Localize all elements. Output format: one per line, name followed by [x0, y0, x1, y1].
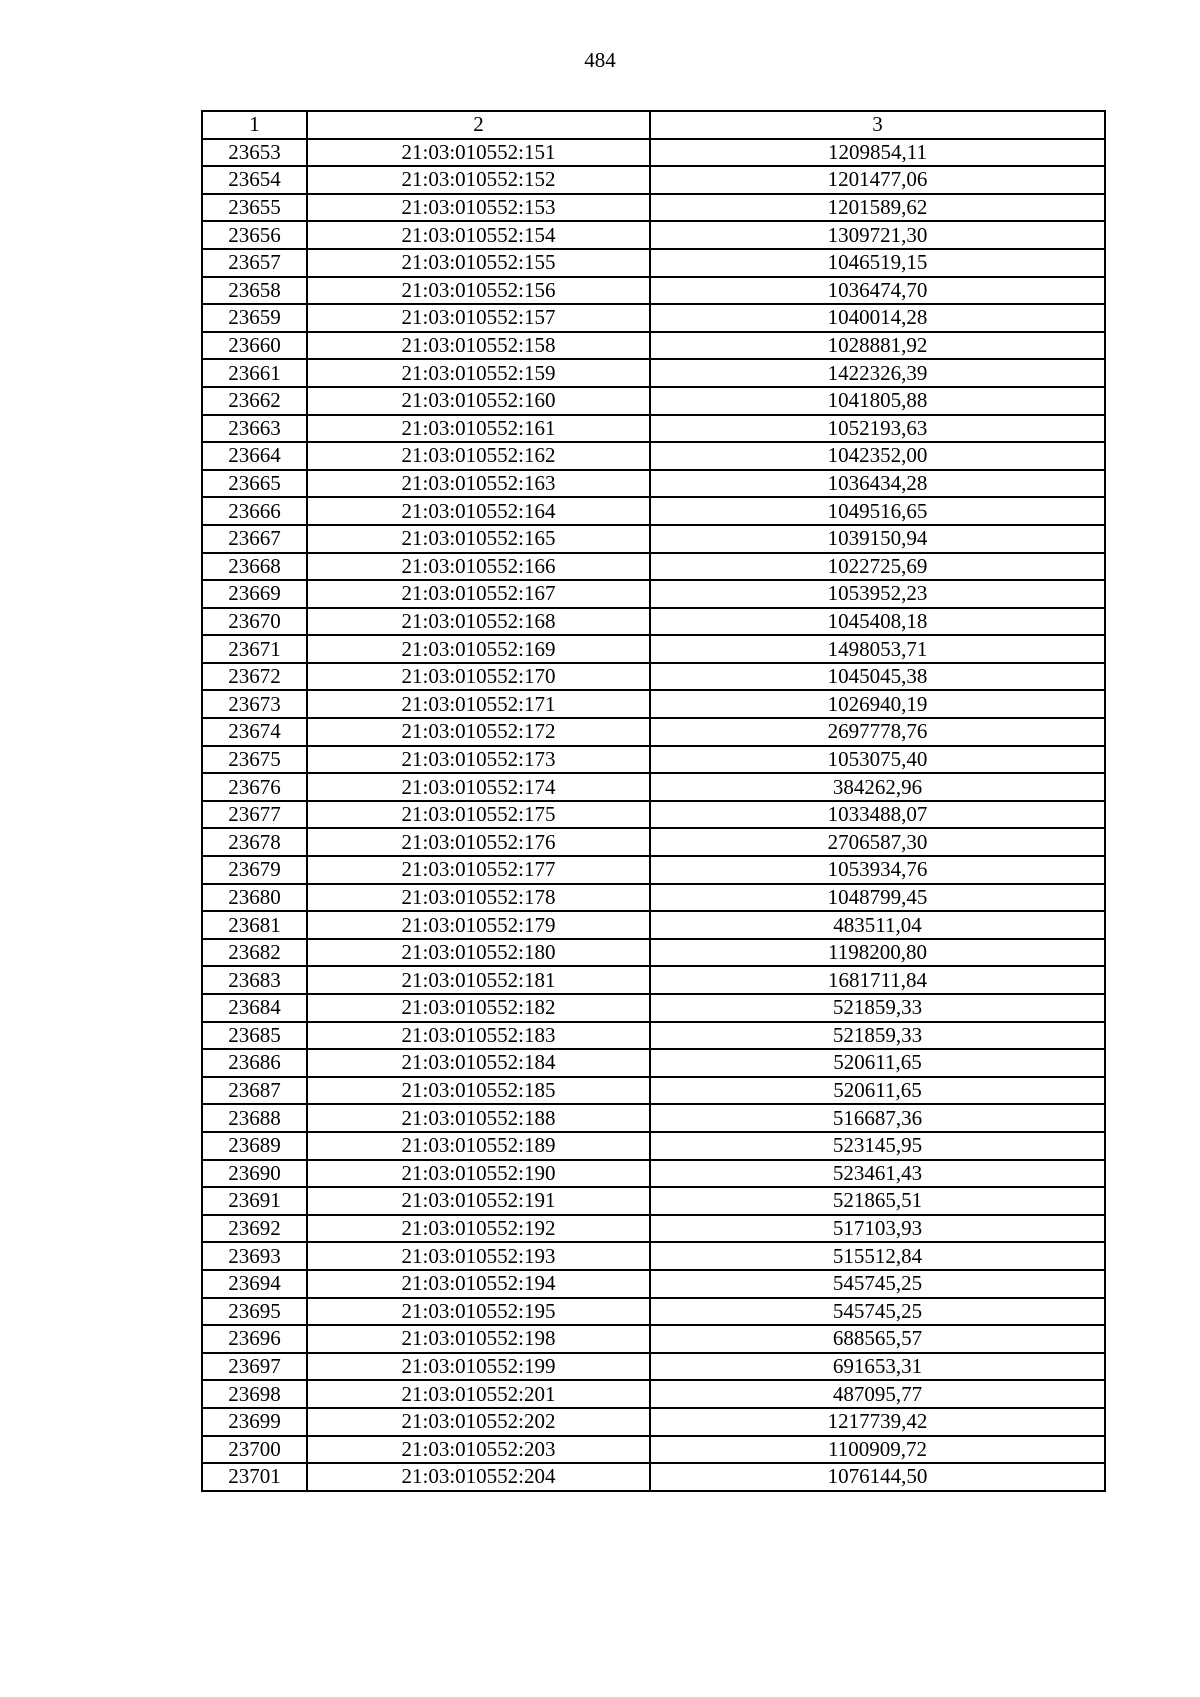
cadastral-number-cell: 21:03:010552:154	[307, 221, 650, 249]
cadastral-number-cell: 21:03:010552:191	[307, 1187, 650, 1215]
cadastral-number-cell: 21:03:010552:179	[307, 911, 650, 939]
table-row	[202, 773, 1105, 801]
value-cell: 1033488,07	[650, 801, 1105, 829]
cadastral-number-cell: 21:03:010552:168	[307, 608, 650, 636]
cadastral-number-cell: 21:03:010552:195	[307, 1298, 650, 1326]
cadastral-number-cell: 21:03:010552:172	[307, 718, 650, 746]
table-row	[202, 718, 1105, 746]
header-cell-3: 3	[650, 111, 1105, 139]
table-row	[202, 221, 1105, 249]
value-cell: 1049516,65	[650, 497, 1105, 525]
value-cell: 1076144,50	[650, 1463, 1105, 1491]
cadastral-number-cell: 21:03:010552:178	[307, 884, 650, 912]
row-number-cell: 23660	[202, 332, 307, 360]
row-number-cell: 23683	[202, 966, 307, 994]
table-row	[202, 1049, 1105, 1077]
value-cell: 515512,84	[650, 1242, 1105, 1270]
row-number-cell: 23670	[202, 608, 307, 636]
table-row	[202, 1160, 1105, 1188]
value-cell: 516687,36	[650, 1104, 1105, 1132]
value-cell: 1040014,28	[650, 304, 1105, 332]
cadastral-number-cell: 21:03:010552:189	[307, 1132, 650, 1160]
table-row	[202, 332, 1105, 360]
table-row	[202, 856, 1105, 884]
cadastral-number-cell: 21:03:010552:171	[307, 690, 650, 718]
row-number-cell: 23700	[202, 1436, 307, 1464]
row-number-cell: 23661	[202, 359, 307, 387]
row-number-cell: 23696	[202, 1325, 307, 1353]
value-cell: 1042352,00	[650, 442, 1105, 470]
row-number-cell: 23690	[202, 1160, 307, 1188]
cadastral-number-cell: 21:03:010552:198	[307, 1325, 650, 1353]
cadastral-number-cell: 21:03:010552:182	[307, 994, 650, 1022]
cadastral-number-cell: 21:03:010552:162	[307, 442, 650, 470]
table-row	[202, 1242, 1105, 1270]
value-cell: 1036434,28	[650, 470, 1105, 498]
cadastral-number-cell: 21:03:010552:167	[307, 580, 650, 608]
value-cell: 545745,25	[650, 1298, 1105, 1326]
cadastral-number-cell: 21:03:010552:199	[307, 1353, 650, 1381]
row-number-cell: 23687	[202, 1077, 307, 1105]
table-row	[202, 1022, 1105, 1050]
value-cell: 1198200,80	[650, 939, 1105, 967]
cadastral-number-cell: 21:03:010552:155	[307, 249, 650, 277]
table-row	[202, 277, 1105, 305]
row-number-cell: 23699	[202, 1408, 307, 1436]
row-number-cell: 23669	[202, 580, 307, 608]
table-row	[202, 249, 1105, 277]
value-cell: 1498053,71	[650, 635, 1105, 663]
header-cell-1: 1	[202, 111, 307, 139]
value-cell: 1022725,69	[650, 553, 1105, 581]
table-row	[202, 1298, 1105, 1326]
table-row	[202, 1132, 1105, 1160]
table-header	[202, 111, 1105, 139]
cadastral-number-cell: 21:03:010552:185	[307, 1077, 650, 1105]
row-number-cell: 23694	[202, 1270, 307, 1298]
cadastral-number-cell: 21:03:010552:202	[307, 1408, 650, 1436]
table-row	[202, 1077, 1105, 1105]
row-number-cell: 23689	[202, 1132, 307, 1160]
table-row	[202, 1187, 1105, 1215]
value-cell: 545745,25	[650, 1270, 1105, 1298]
table-row	[202, 1408, 1105, 1436]
table-row	[202, 884, 1105, 912]
row-number-cell: 23692	[202, 1215, 307, 1243]
row-number-cell: 23686	[202, 1049, 307, 1077]
row-number-cell: 23671	[202, 635, 307, 663]
row-number-cell: 23676	[202, 773, 307, 801]
cadastral-number-cell: 21:03:010552:188	[307, 1104, 650, 1132]
cadastral-number-cell: 21:03:010552:157	[307, 304, 650, 332]
table-row	[202, 1270, 1105, 1298]
value-cell: 520611,65	[650, 1049, 1105, 1077]
table-row	[202, 1325, 1105, 1353]
row-number-cell: 23693	[202, 1242, 307, 1270]
cadastral-number-cell: 21:03:010552:184	[307, 1049, 650, 1077]
cadastral-number-cell: 21:03:010552:170	[307, 663, 650, 691]
cadastral-number-cell: 21:03:010552:159	[307, 359, 650, 387]
cadastral-number-cell: 21:03:010552:177	[307, 856, 650, 884]
table-row	[202, 194, 1105, 222]
value-cell: 1052193,63	[650, 415, 1105, 443]
table-row	[202, 1353, 1105, 1381]
table-row	[202, 1380, 1105, 1408]
value-cell: 1309721,30	[650, 221, 1105, 249]
value-cell: 1217739,42	[650, 1408, 1105, 1436]
row-number-cell: 23685	[202, 1022, 307, 1050]
table-body	[202, 139, 1105, 1491]
value-cell: 521865,51	[650, 1187, 1105, 1215]
table-row	[202, 608, 1105, 636]
row-number-cell: 23663	[202, 415, 307, 443]
table-row	[202, 387, 1105, 415]
table-row	[202, 690, 1105, 718]
table-row	[202, 801, 1105, 829]
value-cell: 688565,57	[650, 1325, 1105, 1353]
value-cell: 1045408,18	[650, 608, 1105, 636]
row-number-cell: 23653	[202, 139, 307, 167]
cadastral-number-cell: 21:03:010552:161	[307, 415, 650, 443]
value-cell: 523461,43	[650, 1160, 1105, 1188]
cadastral-number-cell: 21:03:010552:193	[307, 1242, 650, 1270]
cadastral-number-cell: 21:03:010552:165	[307, 525, 650, 553]
value-cell: 1041805,88	[650, 387, 1105, 415]
cadastral-number-cell: 21:03:010552:166	[307, 553, 650, 581]
value-cell: 1039150,94	[650, 525, 1105, 553]
table-row	[202, 663, 1105, 691]
table-row	[202, 939, 1105, 967]
table-row	[202, 1436, 1105, 1464]
value-cell: 483511,04	[650, 911, 1105, 939]
cadastral-number-cell: 21:03:010552:153	[307, 194, 650, 222]
row-number-cell: 23681	[202, 911, 307, 939]
row-number-cell: 23655	[202, 194, 307, 222]
page-number: 484	[584, 48, 616, 72]
cadastral-number-cell: 21:03:010552:164	[307, 497, 650, 525]
table-row	[202, 1104, 1105, 1132]
value-cell: 1422326,39	[650, 359, 1105, 387]
value-cell: 521859,33	[650, 1022, 1105, 1050]
row-number-cell: 23684	[202, 994, 307, 1022]
cadastral-number-cell: 21:03:010552:201	[307, 1380, 650, 1408]
table-row	[202, 470, 1105, 498]
value-cell: 1053934,76	[650, 856, 1105, 884]
row-number-cell: 23695	[202, 1298, 307, 1326]
cadastral-number-cell: 21:03:010552:174	[307, 773, 650, 801]
value-cell: 1036474,70	[650, 277, 1105, 305]
row-number-cell: 23658	[202, 277, 307, 305]
row-number-cell: 23665	[202, 470, 307, 498]
table-row	[202, 746, 1105, 774]
data-table	[201, 110, 1106, 1492]
table-row	[202, 442, 1105, 470]
value-cell: 1045045,38	[650, 663, 1105, 691]
value-cell: 487095,77	[650, 1380, 1105, 1408]
table-row	[202, 553, 1105, 581]
table-row	[202, 994, 1105, 1022]
value-cell: 691653,31	[650, 1353, 1105, 1381]
value-cell: 1046519,15	[650, 249, 1105, 277]
value-cell: 1026940,19	[650, 690, 1105, 718]
table-row	[202, 1463, 1105, 1491]
cadastral-number-cell: 21:03:010552:160	[307, 387, 650, 415]
value-cell: 384262,96	[650, 773, 1105, 801]
value-cell: 520611,65	[650, 1077, 1105, 1105]
table-row	[202, 166, 1105, 194]
row-number-cell: 23698	[202, 1380, 307, 1408]
value-cell: 1209854,11	[650, 139, 1105, 167]
table-row	[202, 359, 1105, 387]
cadastral-number-cell: 21:03:010552:204	[307, 1463, 650, 1491]
row-number-cell: 23662	[202, 387, 307, 415]
cadastral-number-cell: 21:03:010552:190	[307, 1160, 650, 1188]
row-number-cell: 23680	[202, 884, 307, 912]
cadastral-number-cell: 21:03:010552:192	[307, 1215, 650, 1243]
table-row	[202, 580, 1105, 608]
value-cell: 1048799,45	[650, 884, 1105, 912]
row-number-cell: 23674	[202, 718, 307, 746]
cadastral-number-cell: 21:03:010552:169	[307, 635, 650, 663]
value-cell: 2706587,30	[650, 828, 1105, 856]
value-cell: 521859,33	[650, 994, 1105, 1022]
value-cell: 517103,93	[650, 1215, 1105, 1243]
value-cell: 1100909,72	[650, 1436, 1105, 1464]
row-number-cell: 23659	[202, 304, 307, 332]
table-row	[202, 139, 1105, 167]
row-number-cell: 23691	[202, 1187, 307, 1215]
table-row	[202, 525, 1105, 553]
row-number-cell: 23697	[202, 1353, 307, 1381]
row-number-cell: 23656	[202, 221, 307, 249]
header-cell-2: 2	[307, 111, 650, 139]
row-number-cell: 23682	[202, 939, 307, 967]
cadastral-number-cell: 21:03:010552:203	[307, 1436, 650, 1464]
row-number-cell: 23664	[202, 442, 307, 470]
table-row	[202, 828, 1105, 856]
cadastral-number-cell: 21:03:010552:183	[307, 1022, 650, 1050]
cadastral-number-cell: 21:03:010552:152	[307, 166, 650, 194]
table-row	[202, 966, 1105, 994]
table-row	[202, 304, 1105, 332]
row-number-cell: 23675	[202, 746, 307, 774]
row-number-cell: 23678	[202, 828, 307, 856]
row-number-cell: 23654	[202, 166, 307, 194]
row-number-cell: 23672	[202, 663, 307, 691]
value-cell: 523145,95	[650, 1132, 1105, 1160]
row-number-cell: 23679	[202, 856, 307, 884]
row-number-cell: 23668	[202, 553, 307, 581]
cadastral-number-cell: 21:03:010552:194	[307, 1270, 650, 1298]
value-cell: 1028881,92	[650, 332, 1105, 360]
row-number-cell: 23667	[202, 525, 307, 553]
value-cell: 2697778,76	[650, 718, 1105, 746]
row-number-cell: 23688	[202, 1104, 307, 1132]
table-row	[202, 635, 1105, 663]
cadastral-number-cell: 21:03:010552:176	[307, 828, 650, 856]
cadastral-number-cell: 21:03:010552:156	[307, 277, 650, 305]
table-row	[202, 1215, 1105, 1243]
value-cell: 1201589,62	[650, 194, 1105, 222]
row-number-cell: 23677	[202, 801, 307, 829]
cadastral-number-cell: 21:03:010552:163	[307, 470, 650, 498]
value-cell: 1053952,23	[650, 580, 1105, 608]
cadastral-number-cell: 21:03:010552:151	[307, 139, 650, 167]
value-cell: 1681711,84	[650, 966, 1105, 994]
cadastral-number-cell: 21:03:010552:173	[307, 746, 650, 774]
row-number-cell: 23657	[202, 249, 307, 277]
table-row	[202, 911, 1105, 939]
value-cell: 1201477,06	[650, 166, 1105, 194]
row-number-cell: 23701	[202, 1463, 307, 1491]
cadastral-number-cell: 21:03:010552:181	[307, 966, 650, 994]
row-number-cell: 23666	[202, 497, 307, 525]
value-cell: 1053075,40	[650, 746, 1105, 774]
table-row	[202, 415, 1105, 443]
cadastral-number-cell: 21:03:010552:175	[307, 801, 650, 829]
cadastral-number-cell: 21:03:010552:180	[307, 939, 650, 967]
cadastral-number-cell: 21:03:010552:158	[307, 332, 650, 360]
table-row	[202, 497, 1105, 525]
header-row	[202, 111, 1105, 139]
row-number-cell: 23673	[202, 690, 307, 718]
